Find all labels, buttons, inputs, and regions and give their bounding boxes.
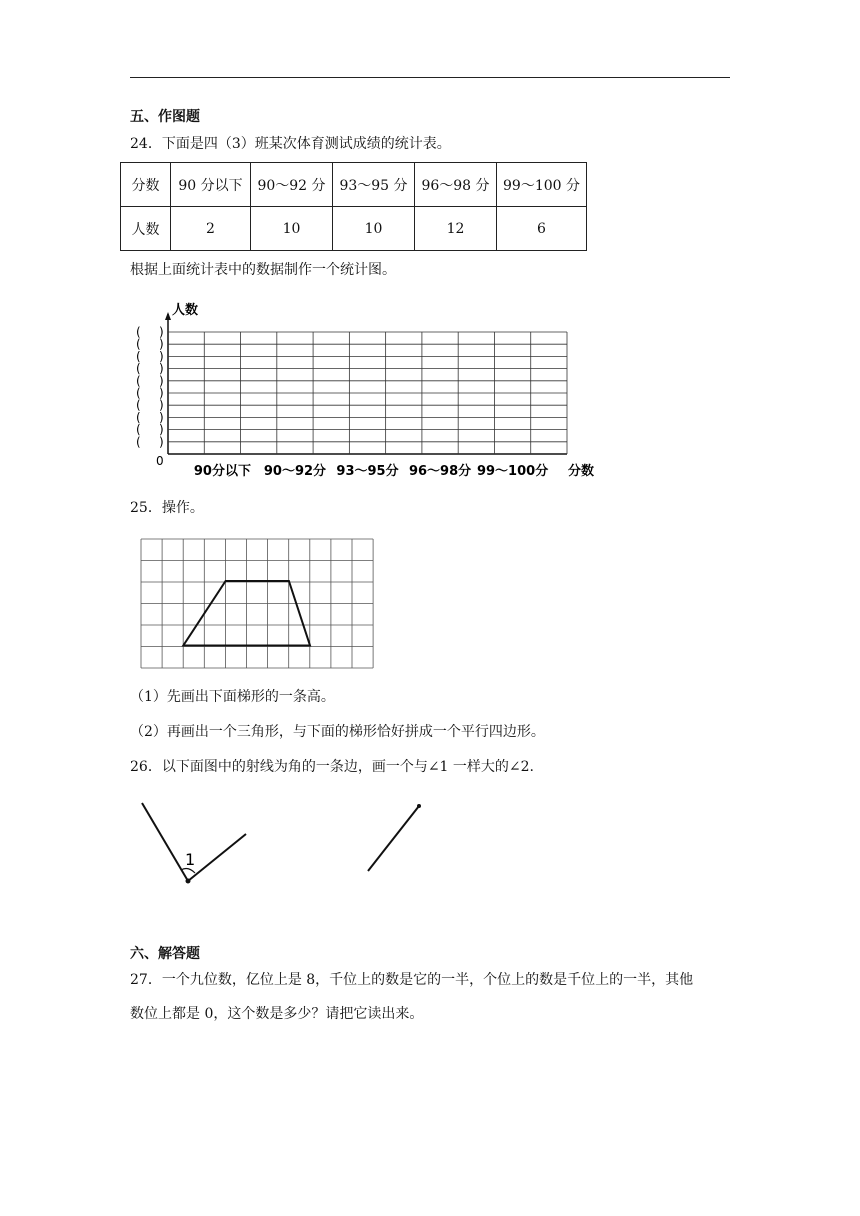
- y-bracket-close: ): [159, 373, 164, 388]
- angle-figures: [130, 795, 450, 890]
- y-axis-arrow-icon: [165, 312, 171, 320]
- y-bracket-close: ): [159, 398, 164, 413]
- y-bracket-close: ): [159, 422, 164, 437]
- chart-origin-label: 0: [156, 454, 164, 468]
- y-bracket-open: (: [136, 325, 141, 339]
- table-cell-col-4: 96～98 分: [415, 163, 497, 207]
- table-cell-col-5: 99～100 分: [497, 163, 587, 207]
- ray-for-angle-2: [368, 806, 419, 871]
- x-category-label: 90分以下: [193, 464, 251, 479]
- table-count-2: 10: [251, 207, 333, 251]
- angle-1-vertex: [186, 879, 191, 884]
- section-title-answers: 六、解答题: [130, 946, 200, 962]
- y-axis-brackets: [136, 325, 164, 449]
- y-bracket-close: ): [159, 349, 164, 364]
- table-count-4: 12: [415, 207, 497, 251]
- x-category-label: 90～92分: [263, 464, 327, 479]
- score-table: [120, 162, 587, 251]
- question-25-sub1: （1）先画出下面梯形的一条高。: [130, 689, 335, 705]
- y-bracket-close: ): [159, 337, 164, 352]
- table-count-1: 2: [171, 207, 251, 251]
- y-bracket-open: (: [136, 361, 141, 376]
- x-category-label: 93～95分: [336, 464, 399, 479]
- table-cell-col-3: 93～95 分: [333, 163, 415, 207]
- trapezoid-grid: [140, 538, 376, 670]
- question-27-line2: 数位上都是 0，这个数是多少？请把它读出来。: [130, 1006, 424, 1022]
- x-category-label: 99～100分: [476, 464, 549, 479]
- y-bracket-close: ): [159, 361, 164, 376]
- chart-y-label: 人数: [172, 303, 199, 318]
- y-bracket-close: ): [159, 325, 164, 339]
- y-bracket-close: ): [159, 386, 164, 400]
- table-row-score: [121, 163, 587, 207]
- chart-grid: [168, 314, 567, 454]
- question-24-text: 24．下面是四（3）班某次体育测试成绩的统计表。: [130, 136, 451, 152]
- y-bracket-close: ): [159, 434, 164, 449]
- x-axis-categories: [194, 463, 548, 479]
- y-bracket-open: (: [136, 337, 141, 352]
- y-bracket-open: (: [136, 349, 141, 364]
- question-27-line1: 27．一个九位数，亿位上是 8，千位上的数是它的一半，个位上的数是千位上的一半，其他: [130, 972, 694, 988]
- question-25-text: 25．操作。: [130, 500, 204, 516]
- table-row-count: [121, 207, 587, 251]
- chart-x-label: 分数: [568, 464, 595, 479]
- y-bracket-open: (: [136, 386, 141, 400]
- question-25-sub2: （2）再画出一个三角形，与下面的梯形恰好拼成一个平行四边形。: [130, 724, 545, 740]
- angle-1-label: 1: [185, 850, 196, 869]
- y-bracket-open: (: [136, 410, 141, 425]
- table-count-3: 10: [333, 207, 415, 251]
- angle-1-ray-right: [188, 834, 246, 881]
- y-bracket-open: (: [136, 434, 141, 449]
- table-cell-col-2: 90～92 分: [251, 163, 333, 207]
- table-header-score: 分数: [121, 163, 171, 207]
- table-header-count: 人数: [121, 207, 171, 251]
- header-rule: [130, 77, 730, 78]
- y-bracket-open: (: [136, 422, 141, 437]
- y-bracket-open: (: [136, 398, 141, 413]
- table-count-5: 6: [497, 207, 587, 251]
- table-cell-col-1: 90 分以下: [171, 163, 251, 207]
- trap-grid-lines: [141, 539, 373, 668]
- blank-chart: [120, 292, 610, 484]
- x-category-label: 96～98分: [408, 464, 472, 479]
- section-title-drawing: 五、作图题: [130, 109, 200, 125]
- question-26-text: 26．以下面图中的射线为角的一条边，画一个与∠1 一样大的∠2.: [130, 759, 534, 775]
- ray-endpoint: [417, 804, 421, 808]
- y-bracket-close: ): [159, 410, 164, 425]
- question-24-instruction: 根据上面统计表中的数据制作一个统计图。: [130, 262, 396, 278]
- y-bracket-open: (: [136, 373, 141, 388]
